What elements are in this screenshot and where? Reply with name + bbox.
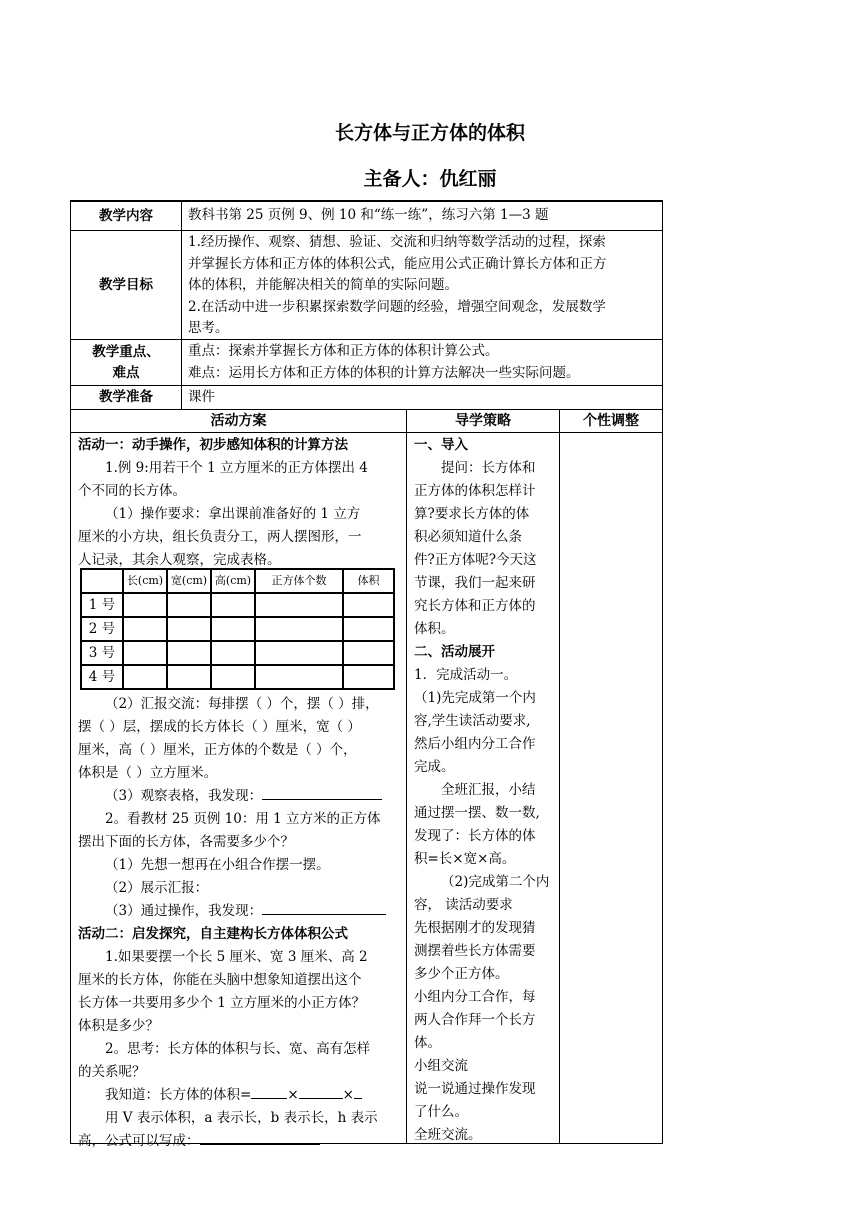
guide-line: 测摆着些长方体需要 xyxy=(414,943,536,959)
guide-line: 正方体的体积怎样计 xyxy=(414,483,536,499)
guide-line: 说一说通过操作发现 xyxy=(414,1081,536,1097)
guide-line: 两人合作拜一个长方 xyxy=(414,1012,536,1028)
activity-report: （2）汇报交流：每排摆（ ）个，摆（ ）排， 摆（ ）层，摆成的长方体长（ ）厘米，宽（ ） 厘米，高（ ）厘米，正方体的个数是（ ）个， 体积是（ ）立方厘米。 （3）观察表格，我发现： 2。看教材 25 页例 10：用 1 立方米的正方体 摆出下面的长方体，各需要多少个？ （1）先想一想再在小组合作摆一摆。 （2）展示汇报： （3）通过操作，我发现： 活动二：启发探究，自主建构长方体体积公式 1.如果要摆一个长 5 厘米、宽 3 厘米、高 2 厘米的长方体，你能在头脑中想象知道摆出这个 长方体一共要用多少个 1 立方厘米的小正方体？ 体积是多少？ 2。思考：长方体的体积与长、宽、高有怎样 的关系呢？ 我知道：长方体的体积= × × 用 V 表示体积，a 表示长，b 表示长，h 表示 高，公式可以写成： xyxy=(78,693,400,1153)
goals-label: 教学目标 xyxy=(99,276,153,293)
activity1-heading: 活动一：动手操作，初步感知体积的计算方法 xyxy=(78,437,348,453)
prep-value: 课件 xyxy=(188,389,215,405)
content-value: 教科书第 25 页例 9、例 10 和“练一练”，练习六第 1—3 题 xyxy=(188,207,549,223)
activity2-heading: 活动二：启发探究，自主建构长方体体积公式 xyxy=(78,926,348,942)
guide-line: 了什么。 xyxy=(414,1104,468,1120)
page-title: 长方体与正方体的体积 xyxy=(334,122,525,144)
key-points-label: 教学重点、 难点 xyxy=(92,343,160,381)
record-table xyxy=(80,568,395,690)
table-row: 3 号 xyxy=(81,641,394,665)
guide-line: 体积。 xyxy=(414,621,455,637)
guide-line: 一、导入 xyxy=(414,437,468,453)
key-points-value: 重点：探索并掌握长方体和正方体的体积计算公式。 难点：运用长方体和正方体的体积的计算方法解决一些实际问题。 xyxy=(188,343,580,381)
guide-line: 容,学生读活动要求, xyxy=(414,713,531,729)
table-row: 2 号 xyxy=(81,617,394,641)
content-label: 教学内容 xyxy=(99,207,153,224)
guide-line: （1)先完成第一个内 xyxy=(414,690,536,706)
goals-value: 1.经历操作、观察、猜想、验证、交流和归纳等数学活动的过程，探索 并掌握长方体和正方体的体积公式，能应用公式正确计算长方体和正方 体的体积，并能解决相关的简单的实际问题。 2.在活动中进一步积累探索数学问题的经验，增强空间观念，发展数学 思考。 xyxy=(188,234,607,336)
guide-line: 积必须知道什么条 xyxy=(414,529,522,545)
guide-line: 多少个正方体。 xyxy=(414,966,509,982)
guide-line: 然后小组内分工合作 xyxy=(414,736,536,752)
guide-line: 算?要求长方体的体 xyxy=(414,506,530,522)
table-row: 4 号 xyxy=(81,665,394,689)
prep-label: 教学准备 xyxy=(99,389,153,405)
page-subtitle: 主备人：仇红丽 xyxy=(363,168,497,190)
guide-line: 小组交流 xyxy=(414,1058,468,1074)
col-header-guide: 导学策略 xyxy=(455,412,511,429)
record-table-header: 长(cm) 宽(cm) 高(cm) 正方体个数 体积 xyxy=(81,569,394,593)
guide-line: 小组内分工合作，每 xyxy=(414,989,536,1005)
guide-line: 发现了：长方体的体 xyxy=(414,828,536,844)
guide-line: 容， 读活动要求 xyxy=(414,897,513,913)
guide-line: 全班交流。 xyxy=(414,1127,482,1143)
guide-line: （2)完成第二个内 xyxy=(441,874,550,890)
guide-line: 通过摆一摆、数一数, xyxy=(414,805,540,821)
guide-line: 先根据刚才的发现猜 xyxy=(414,920,536,936)
guide-line: 提问：长方体和 xyxy=(441,460,536,476)
col-header-adjust: 个性调整 xyxy=(583,412,639,429)
guide-line: 节课，我们一起来研 xyxy=(414,575,536,591)
activity-plan-column: 活动一：动手操作，初步感知体积的计算方法 1.例 9:用若干个 1 立方厘米的正方体摆出 4 个不同的长方体。 （1）操作要求：拿出课前准备好的 1 立方 厘米的小方块，组长负责分工，两人摆图形，一 人记录，其余人观察，完成表格。 xyxy=(78,434,400,572)
guide-line: 件?正方体呢?今天这 xyxy=(414,552,537,568)
table-row: 1 号 xyxy=(81,593,394,617)
guide-line: 究长方体和正方体的 xyxy=(414,598,536,614)
guide-line: 全班汇报，小结 xyxy=(441,782,536,798)
col-header-plan: 活动方案 xyxy=(210,412,267,429)
guide-line: 二、活动展开 xyxy=(414,644,495,660)
guide-line: 体。 xyxy=(414,1035,441,1051)
lesson-plan-table xyxy=(70,200,663,1149)
guide-line: 1．完成活动一。 xyxy=(414,667,518,683)
guide-line: 完成。 xyxy=(414,759,455,775)
guide-strategy-column xyxy=(414,434,556,1147)
guide-line: 积=长×宽×高。 xyxy=(414,851,516,867)
